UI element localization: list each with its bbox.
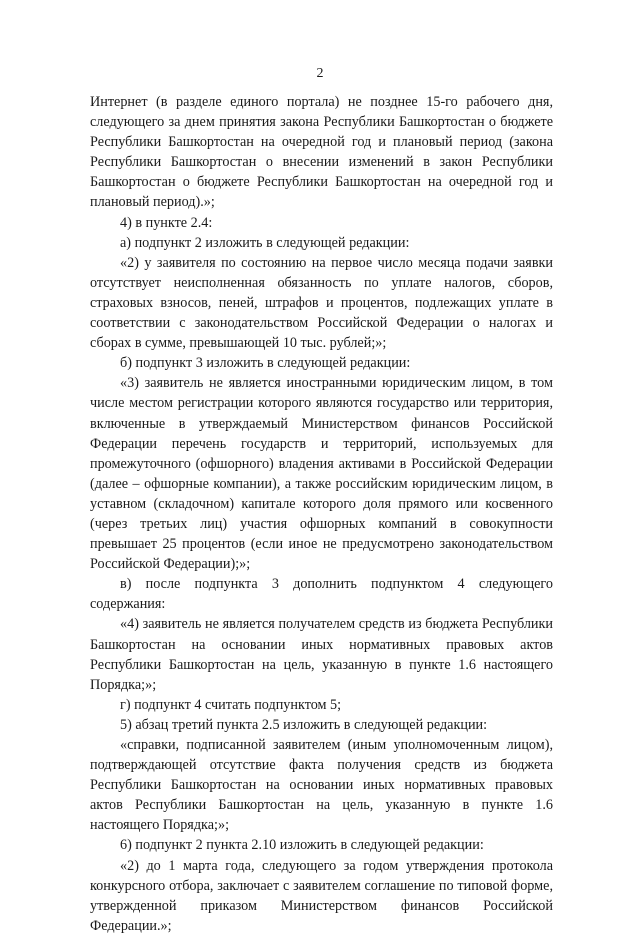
paragraph-quote-2: «2) у заявителя по состоянию на первое число месяца подачи заявки отсутствует неисполненная обязанность по уплате налогов, сборов, страховых взносов, пеней, штрафов и процентов, подлежащих уплате в соответствии с законодательством Российской Федерации о налогах и сборах в сумме, превышающей 10 тыс. рублей;»; <box>90 254 553 352</box>
paragraph-quote-certificate: «справки, подписанной заявителем (иным уполномоченным лицом), подтверждающей отсутствие факта получения средств из бюджета Республики Башкортостан на основании иных нормативных правовых актов Республики Башкортостан на цель, указанную в пункте 1.6 настоящего Порядка;»; <box>90 737 553 834</box>
paragraph-item-4: 4) в пункте 2.4: <box>120 214 213 231</box>
paragraph-continuation: Интернет (в разделе единого портала) не позднее 15-го рабочего дня, следующего за днем принятия закона Республики Башкортостан о бюджете Республики Башкортостан на очередной год и плановый период (закона Республики Башкортостан о внесении изменений в закон Республики Башкортостан о бюджете Республики Башкортостан на очередной год и плановый период).»; <box>90 94 553 211</box>
document-body <box>90 92 553 936</box>
paragraph-subitem-a: а) подпункт 2 изложить в следующей редакции: <box>120 234 410 251</box>
paragraph-item-6: 6) подпункт 2 пункта 2.10 изложить в следующей редакции: <box>120 837 484 854</box>
paragraph-quote-4: «4) заявитель не является получателем средств из бюджета Республики Башкортостан на основании иных нормативных правовых актов Республики Башкортостан на цель, указанную в пункте 1.6 настоящего Порядка;»; <box>90 616 553 693</box>
paragraph-quote-3: «3) заявитель не является иностранными юридическим лицом, в том числе местом регистрации которого являются государство или территория, включенные в утверждаемый Министерством финансов Российской Федерации перечень государств и территорий, используемых для промежуточного (офшорного) владения активами в Российской Федерации (далее – офшорные компании), а также российским юридическим лицом, в уставном (складочном) капитале которого доля прямого или косвенного (через третьих лиц) участия офшорных компаний в совокупности превышает 25 процентов (если иное не предусмотрено законодательством Российской Федерации);»; <box>90 375 553 573</box>
paragraph-subitem-v: в) после подпункта 3 дополнить подпунктом 4 следующего содержания: <box>90 576 553 613</box>
paragraph-quote-agreement: «2) до 1 марта года, следующего за годом утверждения протокола конкурсного отбора, заключает с заявителем соглашение по типовой форме, утвержденной приказом Министерством финансов Российской Федерации.»; <box>90 857 553 934</box>
paragraph-subitem-g: г) подпункт 4 считать подпунктом 5; <box>120 696 342 713</box>
paragraph-item-5: 5) абзац третий пункта 2.5 изложить в следующей редакции: <box>120 716 488 733</box>
paragraph-subitem-b: б) подпункт 3 изложить в следующей редакции: <box>120 355 411 372</box>
page-number: 2 <box>316 66 324 81</box>
